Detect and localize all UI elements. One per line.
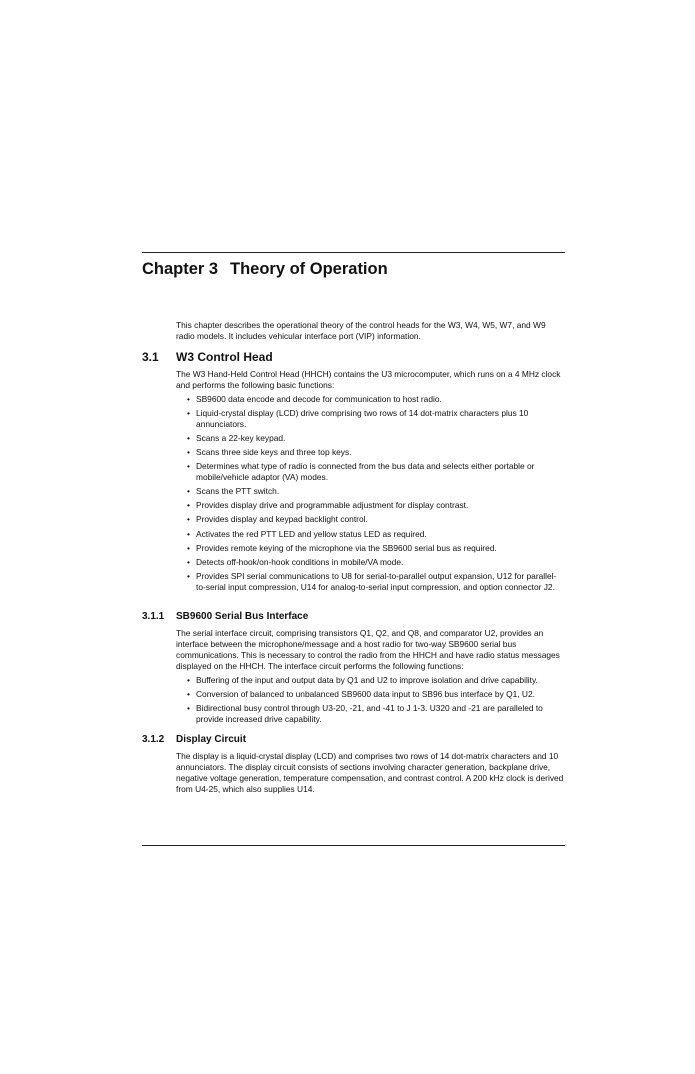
list-item: • Provides remote keying of the microphone via the SB9600 serial bus as required.: [176, 543, 566, 554]
section-title: W3 Control Head: [176, 350, 273, 364]
function-list: [176, 675, 566, 725]
list-item: • Conversion of balanced to unbalanced SB9600 data input to SB96 bus interface by Q1, U2.: [176, 689, 566, 700]
list-item: • Liquid-crystal display (LCD) drive comprising two rows of 14 dot-matrix characters plus 10 annunciators.: [176, 408, 566, 430]
list-item: • Buffering of the input and output data by Q1 and U2 to improve isolation and drive capability.: [176, 675, 566, 686]
section-number: 3.1.2: [142, 734, 165, 745]
section-paragraph: The W3 Hand-Held Control Head (HHCH) contains the U3 microcomputer, which runs on a 4 MHz clock and performs the following basic functions:: [176, 369, 561, 390]
section-number: 3.1.1: [142, 611, 165, 622]
section-3-1-2-heading: [142, 734, 246, 745]
section-title: SB9600 Serial Bus Interface: [176, 611, 309, 622]
list-item: • Provides display and keypad backlight control.: [176, 514, 566, 525]
list-item: • SB9600 data encode and decode for communication to host radio.: [176, 394, 566, 405]
list-item: • Bidirectional busy control through U3-20, -21, and -41 to J 1-3. U320 and -21 are paralleled to provide increased drive capability.: [176, 703, 566, 725]
list-item: • Scans a 22-key keypad.: [176, 433, 566, 444]
list-item: • Determines what type of radio is connected from the bus data and selects either portable or mobile/vehicle adaptor (VA) modes.: [176, 461, 566, 483]
section-paragraph: The serial interface circuit, comprising transistors Q1, Q2, and Q8, and comparator U2, provides an interface between the microphone/message and a host radio for two-way SB9600 serial bus communications. This is necessary to control the radio from the HHCH and have radio status messages displayed on the HHCH. The interface circuit performs the following functions:: [176, 628, 560, 671]
chapter-title: Theory of Operation: [230, 260, 388, 278]
chapter-heading: [142, 260, 388, 279]
section-number: 3.1: [142, 350, 159, 364]
list-item: • Scans three side keys and three top keys.: [176, 447, 566, 458]
function-list: [176, 394, 566, 593]
section-3-1-heading: [142, 350, 273, 364]
intro-paragraph: This chapter describes the operational theory of the control heads for the W3, W4, W5, W7, and W9 radio models. It includes vehicular interface port (VIP) information.: [176, 320, 546, 341]
list-item: • Detects off-hook/on-hook conditions in mobile/VA mode.: [176, 557, 566, 568]
section-title: Display Circuit: [176, 734, 247, 745]
list-item: • Activates the red PTT LED and yellow status LED as required.: [176, 529, 566, 540]
page-bottom-rule: [142, 845, 565, 846]
section-3-1-body: [176, 369, 566, 593]
section-3-1-1-body: [176, 628, 566, 725]
section-3-1-1-heading: [142, 611, 308, 622]
list-item: • Scans the PTT switch.: [176, 486, 566, 497]
list-item: • Provides SPI serial communications to U8 for serial-to-parallel output expansion, U12 for parallel-to-serial input compression, U14 for analog-to-serial input compression, and option connector J2.: [176, 571, 566, 593]
chapter-number: Chapter 3: [142, 260, 219, 278]
list-item: • Provides display drive and programmable adjustment for display contrast.: [176, 500, 566, 511]
chapter-top-rule: [142, 252, 565, 253]
section-3-1-2-paragraph: The display is a liquid-crystal display (LCD) and comprises two rows of 14 dot-matrix characters and 10 annunciators. The display circuit consists of sections involving character generation, backplane drive, negative voltage generation, temperature compensation, and contrast control. A 200 kHz clock is derived from U4-25, which also supplies U14.: [176, 751, 564, 794]
